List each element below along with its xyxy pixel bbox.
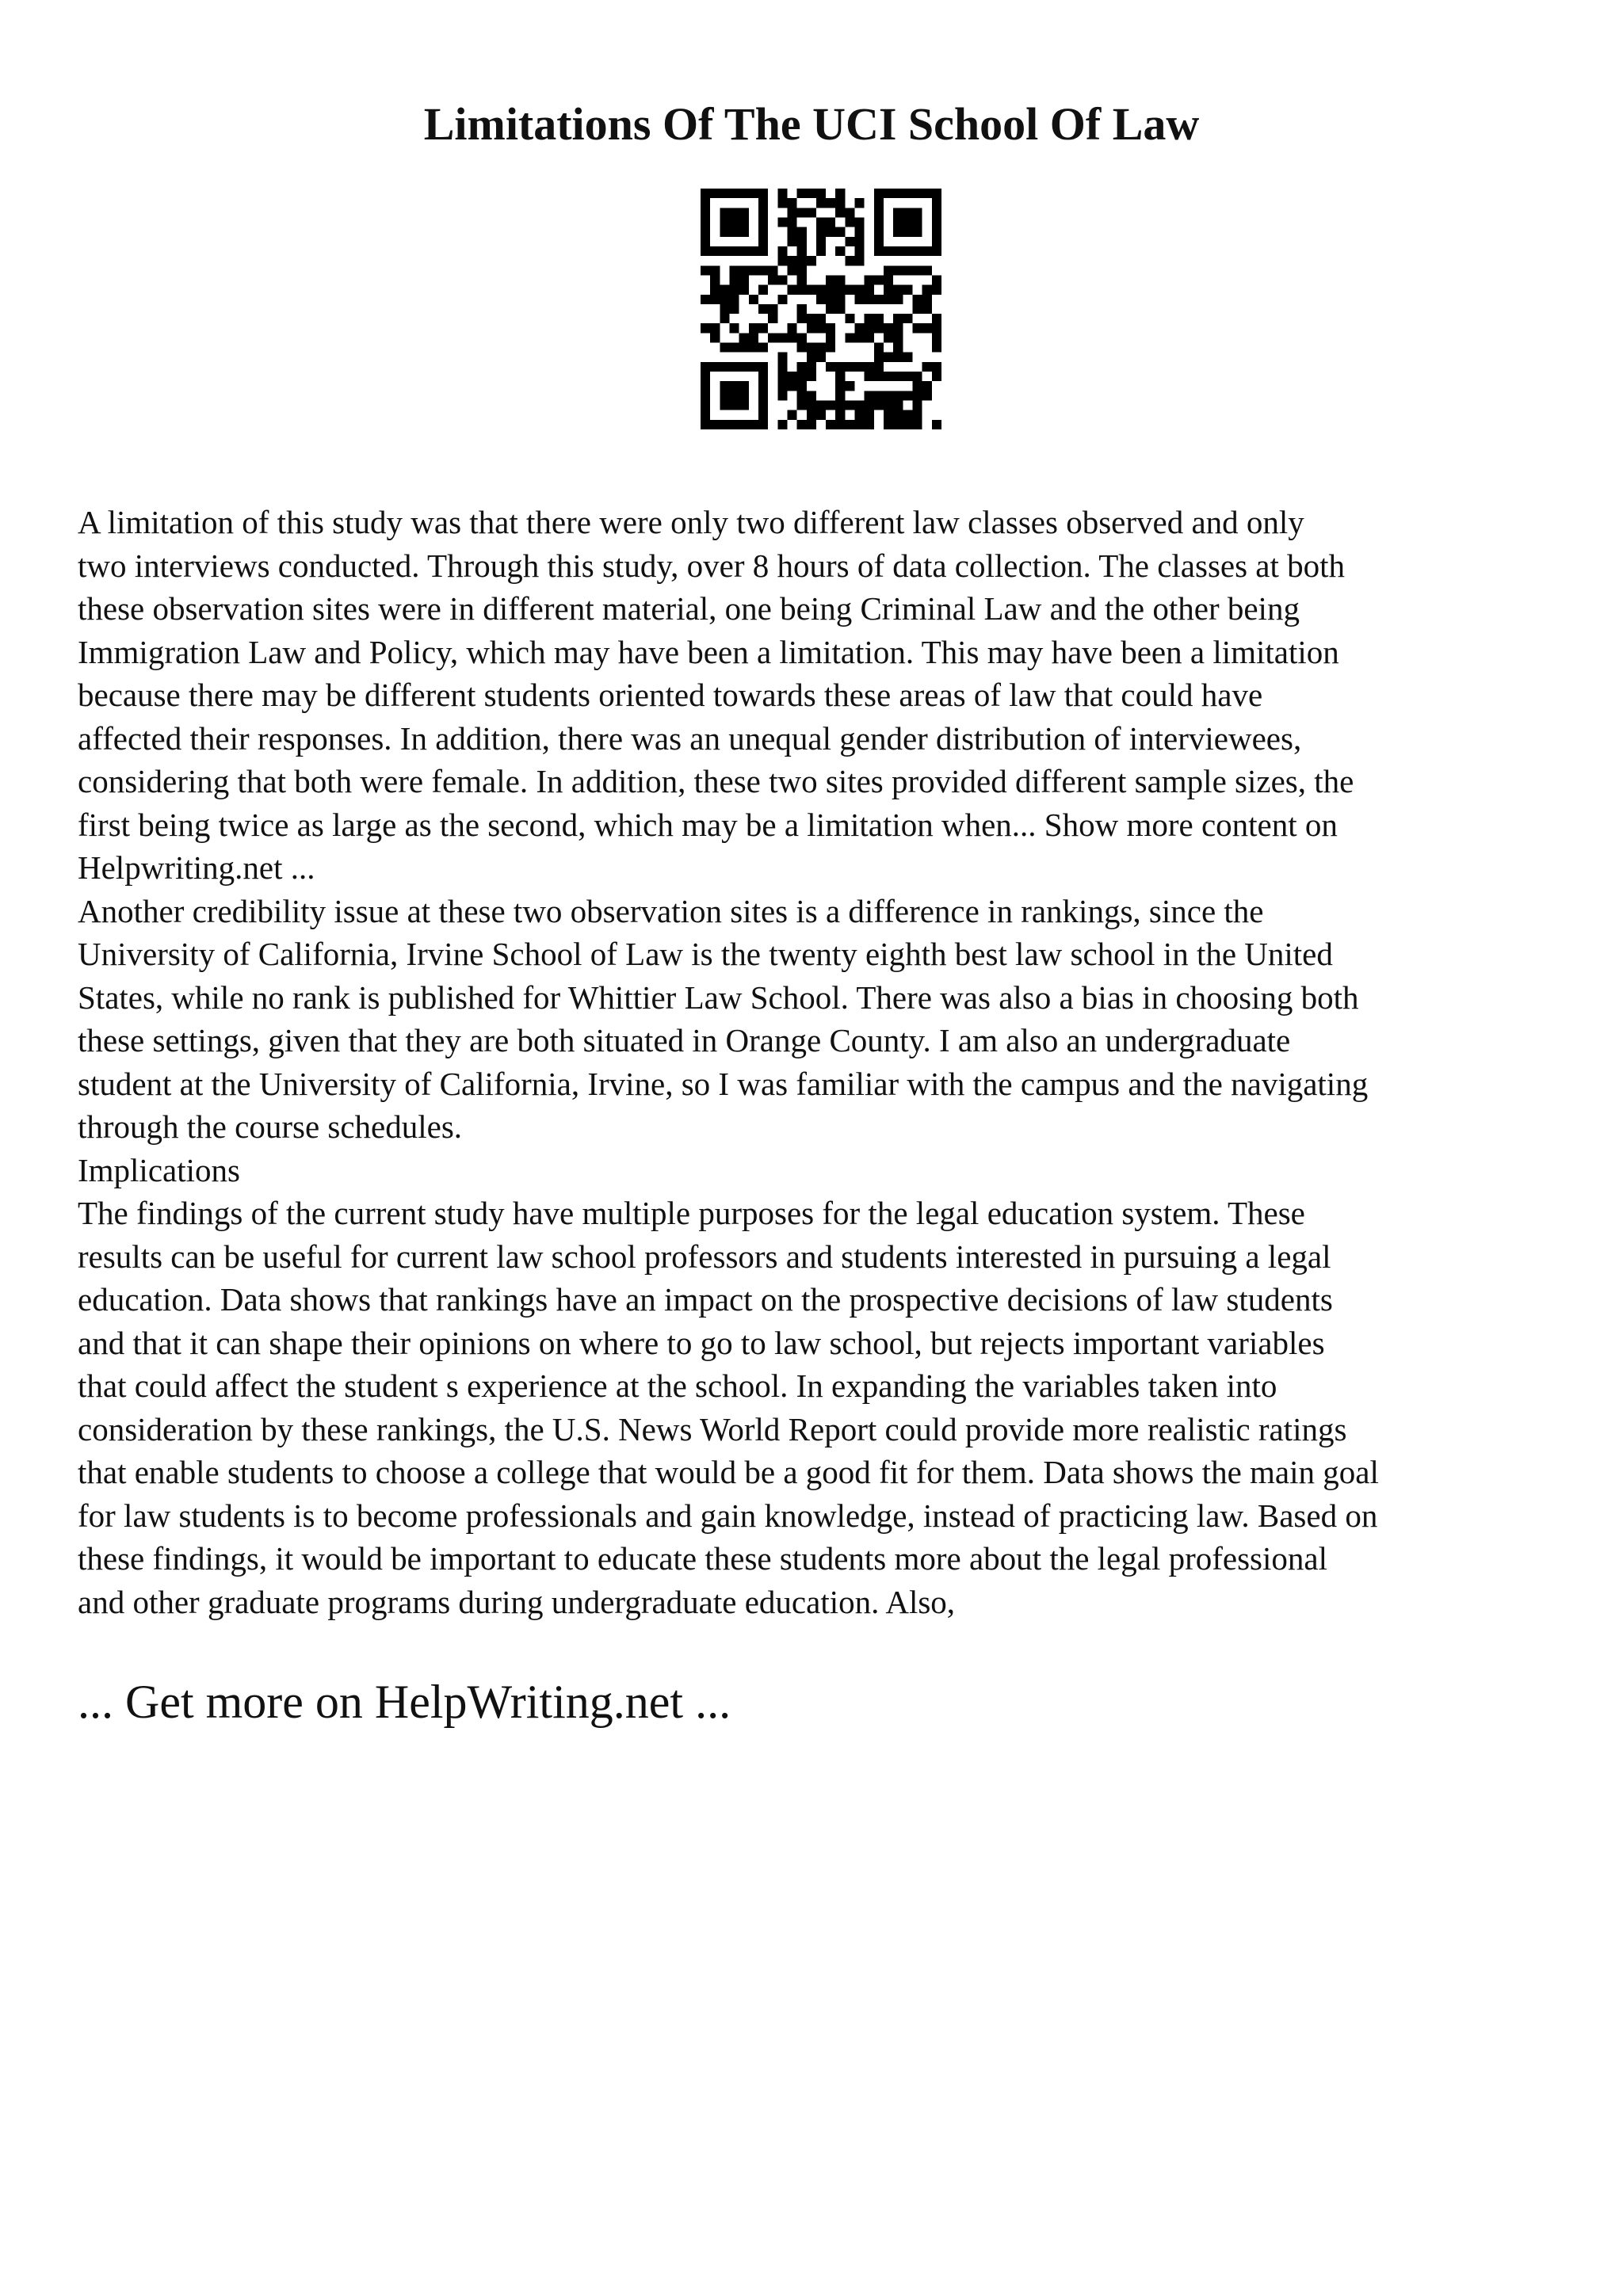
section-heading-implications: Implications (78, 1151, 240, 1188)
qr-code-icon (701, 189, 941, 429)
document-title: Limitations Of The UCI School Of Law (423, 98, 1200, 150)
paragraph-limitations: A limitation of this study was that there were only two different law classes observed and only two interviews conducted. Through this study, over 8 hours of data collection. The classes at both these observation sites were in different material, one being Criminal Law and the other being Immigration Law and Policy, which may have been a limitation. This may have been a limitation because there may be different students oriented towards these areas of law that could have affected their responses. In addition, there was an unequal gender distribution of interviewees, considering that both were female. In addition, these two sites provided different sample sizes, the first being twice as large as the second, which may be a limitation when... Show more content on Helpwriting.net ... (78, 504, 1354, 886)
document-body (78, 501, 1568, 1623)
paragraph-implications: The findings of the current study have multiple purposes for the legal education system. These results can be useful for current law school professors and students interested in pursuing a legal education. Data shows that rankings have an impact on the prospective decisions of law students and that it can shape their opinions on where to go to law school, but rejects important variables that could affect the student s experience at the school. In expanding the variables taken into consideration by these rankings, the U.S. News World Report could provide more realistic ratings that enable students to choose a college that would be a good fit for them. Data shows the main goal for law students is to become professionals and gain knowledge, instead of practicing law. Based on these findings, it would be important to educate these students more about the legal professional and other graduate programs during undergraduate education. Also, (78, 1195, 1379, 1620)
paragraph-credibility: Another credibility issue at these two observation sites is a difference in rankings, since the University of California, Irvine School of Law is the twenty eighth best law school in the United States, while no rank is published for Whittier Law School. There was also a bias in choosing both these settings, given that they are both situated in Orange County. I am also an undergraduate student at the University of California, Irvine, so I was familiar with the campus and the navigating through the course schedules. (78, 892, 1369, 1145)
get-more-link[interactable]: ... Get more on HelpWriting.net ... (78, 1676, 731, 1728)
